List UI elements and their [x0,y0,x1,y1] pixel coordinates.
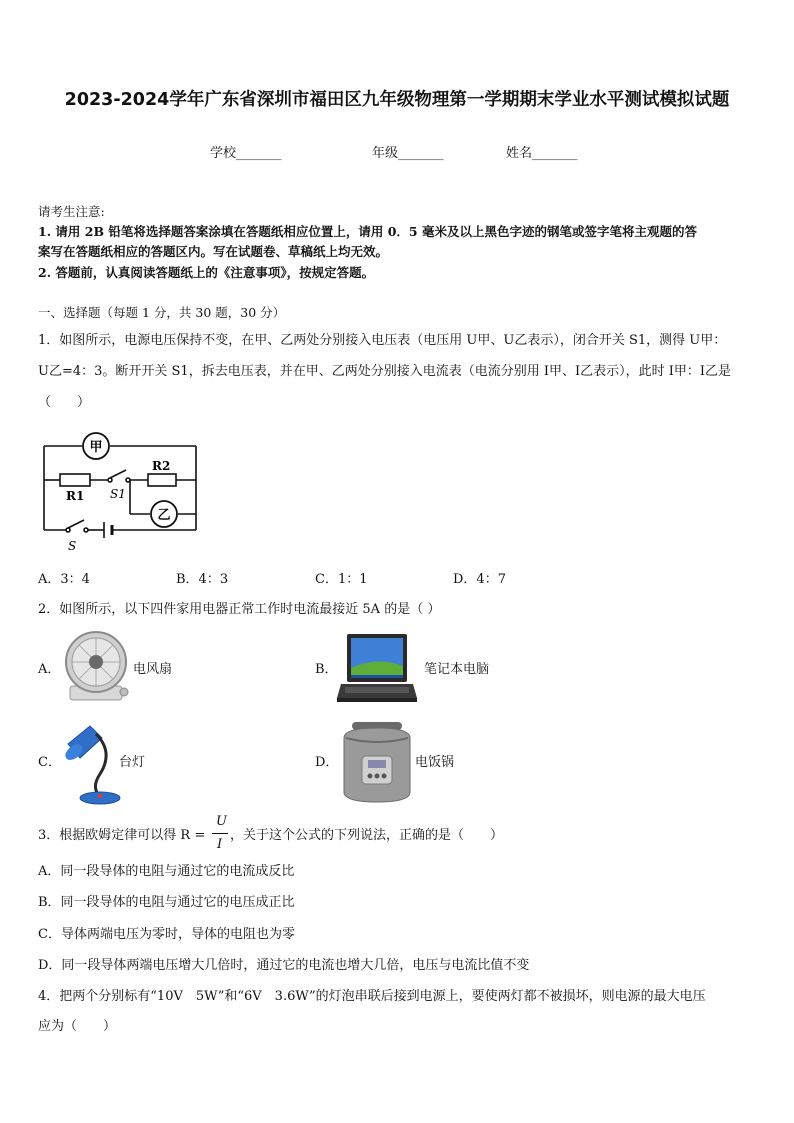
q1-line2: U乙=4：3。断开开关 S1，拆去电压表，并在甲、乙两处分别接入电流表（电流分别用 I甲、I乙表示），此时 I甲：I乙是 [38,364,732,379]
electric-fan-icon [60,628,132,704]
q3-fraction-denominator: I [217,837,223,852]
s1-label: S1 [110,487,126,501]
rice-cooker-icon [340,720,414,806]
q1-option-d[interactable]: D．4：7 [453,572,506,587]
section-heading: 一、选择题（每题 1 分，共 30 题，30 分） [38,305,286,320]
laptop-icon [337,632,417,706]
q3-fraction-numerator: U [216,814,227,829]
grade-field: 年级_______ [372,146,444,161]
desk-lamp-icon [60,722,122,806]
q1-option-c[interactable]: C．1：1 [315,572,368,587]
q2-option-b-label: 笔记本电脑 [424,662,490,677]
q1-line1: 1．如图所示，电源电压保持不变，在甲、乙两处分别接入电压表（电压用 U甲、U乙表示），闭合开关 S1，测得 U甲： [38,333,727,348]
q2-option-c-label: 台灯 [119,755,146,770]
q3-stem-prefix: 3．根据欧姆定律可以得 R = [38,828,206,843]
school-field: 学校_______ [210,146,282,161]
r1-label: R1 [66,489,85,503]
q4-line2: 应为（ ） [38,1019,117,1034]
q3-fraction-bar [212,833,228,834]
q3-option-a[interactable]: A．同一段导体的电阻与通过它的电流成反比 [38,864,295,879]
notice-item1-line1: 1. 请用 2B 铅笔将选择题答案涂填在答题纸相应位置上，请用 0．5 毫米及以上黑色字迹的钢笔或签字笔将主观题的答 [38,224,697,239]
name-field: 姓名_______ [506,146,578,161]
q2-option-d-letter[interactable]: D． [315,755,339,770]
circuit-diagram [38,428,208,556]
q3-option-c[interactable]: C．导体两端电压为零时，导体的电阻也为零 [38,927,295,942]
q2-option-a-letter[interactable]: A． [38,662,61,677]
q2-stem: 2．如图所示，以下四件家用电器正常工作时电流最接近 5A 的是（ ） [38,602,441,617]
notice-heading: 请考生注意: [38,204,105,219]
q4-line1: 4．把两个分别标有“10V 5W”和“6V 3.6W”的灯泡串联后接到电源上，要使两灯都不被损坏，则电源的最大电压 [38,989,706,1004]
meter-jia-label: 甲 [89,440,103,455]
notice-item1-line2: 案写在答题纸相应的答题区内。写在试题卷、草稿纸上均无效。 [38,244,389,259]
q2-option-d-label: 电饭锅 [415,755,455,770]
r2-label: R2 [152,459,171,473]
q2-option-a-label: 电风扇 [133,662,173,677]
s-label: S [68,539,77,553]
q2-option-b-letter[interactable]: B． [315,662,338,677]
q3-option-d[interactable]: D．同一段导体两端电压增大几倍时，通过它的电流也增大几倍，电压与电流比值不变 [38,958,530,973]
meter-yi-label: 乙 [157,508,171,523]
q2-option-c-letter[interactable]: C． [38,755,61,770]
q1-option-a[interactable]: A．3：4 [38,572,90,587]
q3-option-b[interactable]: B．同一段导体的电阻与通过它的电压成正比 [38,895,295,910]
q3-stem-suffix: ，关于这个公式的下列说法，正确的是（ ） [230,828,504,843]
q1-option-b[interactable]: B．4：3 [176,572,229,587]
q1-line3: （ ） [38,395,91,410]
notice-item2: 2. 答题前，认真阅读答题纸上的《注意事项》，按规定答题。 [38,265,375,280]
page-title: 2023-2024学年广东省深圳市福田区九年级物理第一学期期末学业水平测试模拟试题 [64,90,730,110]
